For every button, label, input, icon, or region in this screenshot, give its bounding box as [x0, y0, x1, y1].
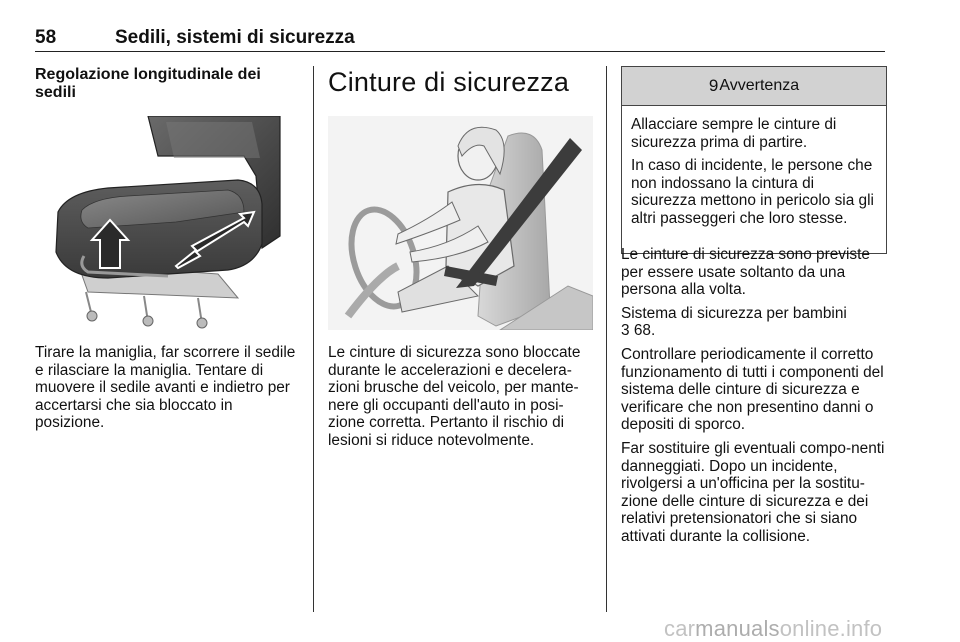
child-restraint-page-ref[interactable]: 3 68.	[621, 322, 656, 340]
warning-paragraph-2: In caso di incidente, le persone che non indossano la cintura di sicurezza mettono in pericolo sia gli altri passeggeri che loro stesse.	[631, 157, 874, 227]
warning-paragraph-1: Allacciare sempre le cinture di sicurezza prima di partire.	[631, 116, 837, 151]
page-number: 58	[35, 27, 57, 48]
warning-icon: 9	[708, 76, 719, 95]
watermark-highlight: manuals	[695, 616, 780, 641]
seat-adjust-heading: Regolazione longitudinale dei sedili	[35, 66, 261, 101]
seatbelt-intro-paragraph: Le cinture di sicurezza sono bloccate durante le accelerazioni e decelera-zioni brusche del veicolo, per mante-nere gli occupanti dell'auto in posi-zione corretta. Pertanto il rischio di lesioni si riduce notevolmente.	[328, 344, 581, 449]
right-paragraph-1: Le cinture di sicurezza sono previste per essere usate soltanto da una persona alla volta.	[621, 246, 870, 299]
right-paragraph-2	[621, 305, 887, 340]
watermark-prefix: car	[664, 616, 696, 641]
seatbelt-illustration-svg	[328, 116, 593, 330]
seat-adjust-instructions: Tirare la maniglia, far scorrere il sedile e rilasciare la maniglia. Tentare di muovere il sedile avanti e indietro per accertarsi che sia bloccato in posizione.	[35, 344, 296, 432]
seatbelts-heading: Cinture di sicurezza	[328, 67, 570, 97]
warning-body	[622, 106, 886, 228]
section-title: Sedili, sistemi di sicurezza	[115, 27, 355, 48]
watermark-suffix: online.info	[779, 616, 883, 641]
middle-column	[328, 66, 593, 98]
left-column	[35, 66, 300, 102]
seatbelt-intro-text	[328, 344, 593, 450]
right-paragraph-3: Controllare periodicamente il corretto funzionamento di tutti i componenti del sistema delle cinture di sicurezza e verificare che non presentino danni o depositi di sporco.	[621, 345, 884, 434]
page-header	[35, 25, 885, 52]
warning-box	[621, 66, 887, 254]
column-divider-right	[606, 66, 607, 612]
child-restraint-label: Sistema di sicurezza per bambini	[621, 304, 847, 322]
seatbelt-illustration	[328, 116, 593, 330]
warning-header	[622, 67, 886, 106]
watermark	[664, 616, 882, 642]
right-paragraph-4: Far sostituire gli eventuali compo-nenti danneggiati. Dopo un incidente, rivolgersi a un'officina per la sostitu-zione delle cinture di sicurezza e dei relativi pretensionatori che si siano attivati durante la collisione.	[621, 439, 885, 545]
seat-adjustment-illustration	[48, 116, 284, 330]
column-divider-left	[313, 66, 314, 612]
seat-illustration-svg	[48, 116, 284, 330]
seat-adjust-text	[35, 344, 300, 432]
warning-title: Avvertenza	[719, 77, 800, 94]
right-column-text	[621, 246, 887, 552]
